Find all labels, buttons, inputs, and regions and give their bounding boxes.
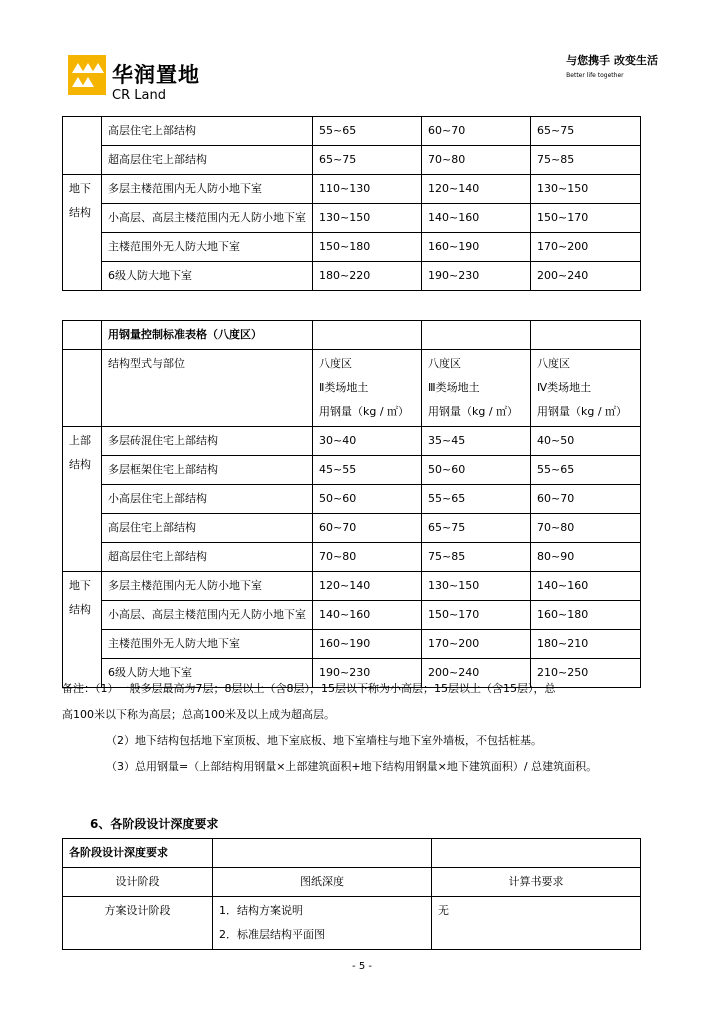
value-cell: 190~230 xyxy=(313,659,422,688)
table-title-row xyxy=(63,839,641,868)
table-row xyxy=(63,514,641,543)
row-label: 小高层住宅上部结构 xyxy=(102,485,313,514)
table-row xyxy=(63,630,641,659)
value-cell: 65~75 xyxy=(422,514,531,543)
design-depth-table xyxy=(62,838,641,950)
group-cell-upper xyxy=(63,117,102,175)
notes xyxy=(62,676,672,780)
row-label: 高层住宅上部结构 xyxy=(102,117,313,146)
table-row xyxy=(63,175,641,204)
value-cell: 200~240 xyxy=(422,659,531,688)
stage-cell: 方案设计阶段 xyxy=(63,897,213,950)
logo-chinese-name: 华润置地 xyxy=(112,63,200,87)
note-2: （2）地下结构包括地下室顶板、地下室底板、地下室墙柱与地下室外墙板，不包括桩基。 xyxy=(106,734,542,747)
slogan-chinese: 与您携手 改变生活 xyxy=(566,54,658,67)
value-cell: 70~80 xyxy=(313,543,422,572)
row-label: 超高层住宅上部结构 xyxy=(102,543,313,572)
value-cell: 65~75 xyxy=(531,117,641,146)
value-cell: 75~85 xyxy=(422,543,531,572)
table-row xyxy=(63,897,641,950)
table-row xyxy=(63,572,641,601)
value-cell: 30~40 xyxy=(313,427,422,456)
steel-table-eight-degree xyxy=(62,320,641,688)
value-cell: 170~200 xyxy=(422,630,531,659)
table-header-row xyxy=(63,868,641,897)
column-header: 八度区 Ⅳ类场地土 用钢量（kg / ㎡） xyxy=(531,350,641,427)
table-header-row xyxy=(63,350,641,427)
column-header: 计算书要求 xyxy=(432,868,641,897)
table-title: 用钢量控制标准表格（八度区） xyxy=(102,321,313,350)
value-cell: 55~65 xyxy=(313,117,422,146)
row-label: 多层主楼范围内无人防小地下室 xyxy=(102,572,313,601)
calc-cell: 无 xyxy=(432,897,641,950)
row-label: 小高层、高层主楼范围内无人防小地下室 xyxy=(102,204,313,233)
table-row xyxy=(63,233,641,262)
value-cell: 130~150 xyxy=(531,175,641,204)
table-row xyxy=(63,204,641,233)
slogan xyxy=(566,52,658,79)
section-heading: 6、各阶段设计深度要求 xyxy=(90,817,219,831)
value-cell: 35~45 xyxy=(422,427,531,456)
value-cell: 60~70 xyxy=(531,485,641,514)
value-cell: 70~80 xyxy=(531,514,641,543)
value-cell: 65~75 xyxy=(313,146,422,175)
value-cell: 150~180 xyxy=(313,233,422,262)
column-header: 结构型式与部位 xyxy=(102,350,313,427)
steel-table-continued xyxy=(62,116,641,291)
value-cell: 60~70 xyxy=(422,117,531,146)
value-cell: 160~190 xyxy=(313,630,422,659)
table-row xyxy=(63,543,641,572)
value-cell: 200~240 xyxy=(531,262,641,291)
row-label: 超高层住宅上部结构 xyxy=(102,146,313,175)
row-label: 主楼范围外无人防大地下室 xyxy=(102,233,313,262)
column-header: 设计阶段 xyxy=(63,868,213,897)
table-row xyxy=(63,485,641,514)
value-cell: 55~65 xyxy=(422,485,531,514)
value-cell: 45~55 xyxy=(313,456,422,485)
company-logo xyxy=(68,55,218,110)
value-cell: 180~210 xyxy=(531,630,641,659)
value-cell: 50~60 xyxy=(422,456,531,485)
slogan-english: Better life together xyxy=(566,72,624,79)
value-cell: 160~190 xyxy=(422,233,531,262)
value-cell: 150~170 xyxy=(531,204,641,233)
group-cell-lower xyxy=(63,175,102,291)
value-cell: 110~130 xyxy=(313,175,422,204)
value-cell: 130~150 xyxy=(422,572,531,601)
table-row xyxy=(63,262,641,291)
drawing-cell: 1．结构方案说明 2．标准层结构平面图 xyxy=(213,897,432,950)
column-header: 八度区 Ⅱ类场地土 用钢量（kg / ㎡） xyxy=(313,350,422,427)
value-cell: 140~160 xyxy=(531,572,641,601)
value-cell: 120~140 xyxy=(422,175,531,204)
value-cell: 160~180 xyxy=(531,601,641,630)
value-cell: 140~160 xyxy=(313,601,422,630)
value-cell: 180~220 xyxy=(313,262,422,291)
value-cell: 210~250 xyxy=(531,659,641,688)
row-label: 6级人防大地下室 xyxy=(102,262,313,291)
page-number: - 5 - xyxy=(352,961,372,972)
row-label: 高层住宅上部结构 xyxy=(102,514,313,543)
value-cell: 60~70 xyxy=(313,514,422,543)
logo-english-name: CR Land xyxy=(112,88,166,103)
table-row xyxy=(63,146,641,175)
row-label: 多层砖混住宅上部结构 xyxy=(102,427,313,456)
value-cell: 140~160 xyxy=(422,204,531,233)
row-label: 多层框架住宅上部结构 xyxy=(102,456,313,485)
value-cell: 150~170 xyxy=(422,601,531,630)
row-label: 主楼范围外无人防大地下室 xyxy=(102,630,313,659)
value-cell: 70~80 xyxy=(422,146,531,175)
table-title-row xyxy=(63,321,641,350)
column-header: 八度区 Ⅲ类场地土 用钢量（kg / ㎡） xyxy=(422,350,531,427)
value-cell: 75~85 xyxy=(531,146,641,175)
table-row xyxy=(63,456,641,485)
value-cell: 50~60 xyxy=(313,485,422,514)
value-cell: 120~140 xyxy=(313,572,422,601)
value-cell: 170~200 xyxy=(531,233,641,262)
group-label: 地下 xyxy=(69,182,91,195)
note-1-cont: 高100米以下称为高层；总高100米及以上成为超高层。 xyxy=(62,708,335,721)
logo-mark-icon xyxy=(68,55,106,95)
group-label: 结构 xyxy=(69,206,91,219)
row-label: 小高层、高层主楼范围内无人防小地下室 xyxy=(102,601,313,630)
row-label: 6级人防大地下室 xyxy=(102,659,313,688)
note-3: （3）总用钢量=（上部结构用钢量×上部建筑面积+地下结构用钢量×地下建筑面积）/ 总建筑面积。 xyxy=(106,760,598,773)
value-cell: 40~50 xyxy=(531,427,641,456)
table-row xyxy=(63,601,641,630)
table-row xyxy=(63,427,641,456)
note-1: 备注：（1）一般多层最高为7层；8层以上（含8层），15层以下称为小高层；15层以上（含15层），总 xyxy=(62,682,556,695)
group-cell-lower: 地下 结构 xyxy=(63,572,102,688)
table-title: 各阶段设计深度要求 xyxy=(63,839,213,868)
value-cell: 130~150 xyxy=(313,204,422,233)
row-label: 多层主楼范围内无人防小地下室 xyxy=(102,175,313,204)
value-cell: 190~230 xyxy=(422,262,531,291)
value-cell: 55~65 xyxy=(531,456,641,485)
column-header: 图纸深度 xyxy=(213,868,432,897)
value-cell: 80~90 xyxy=(531,543,641,572)
group-cell-upper: 上部 结构 xyxy=(63,427,102,572)
table-row xyxy=(63,117,641,146)
